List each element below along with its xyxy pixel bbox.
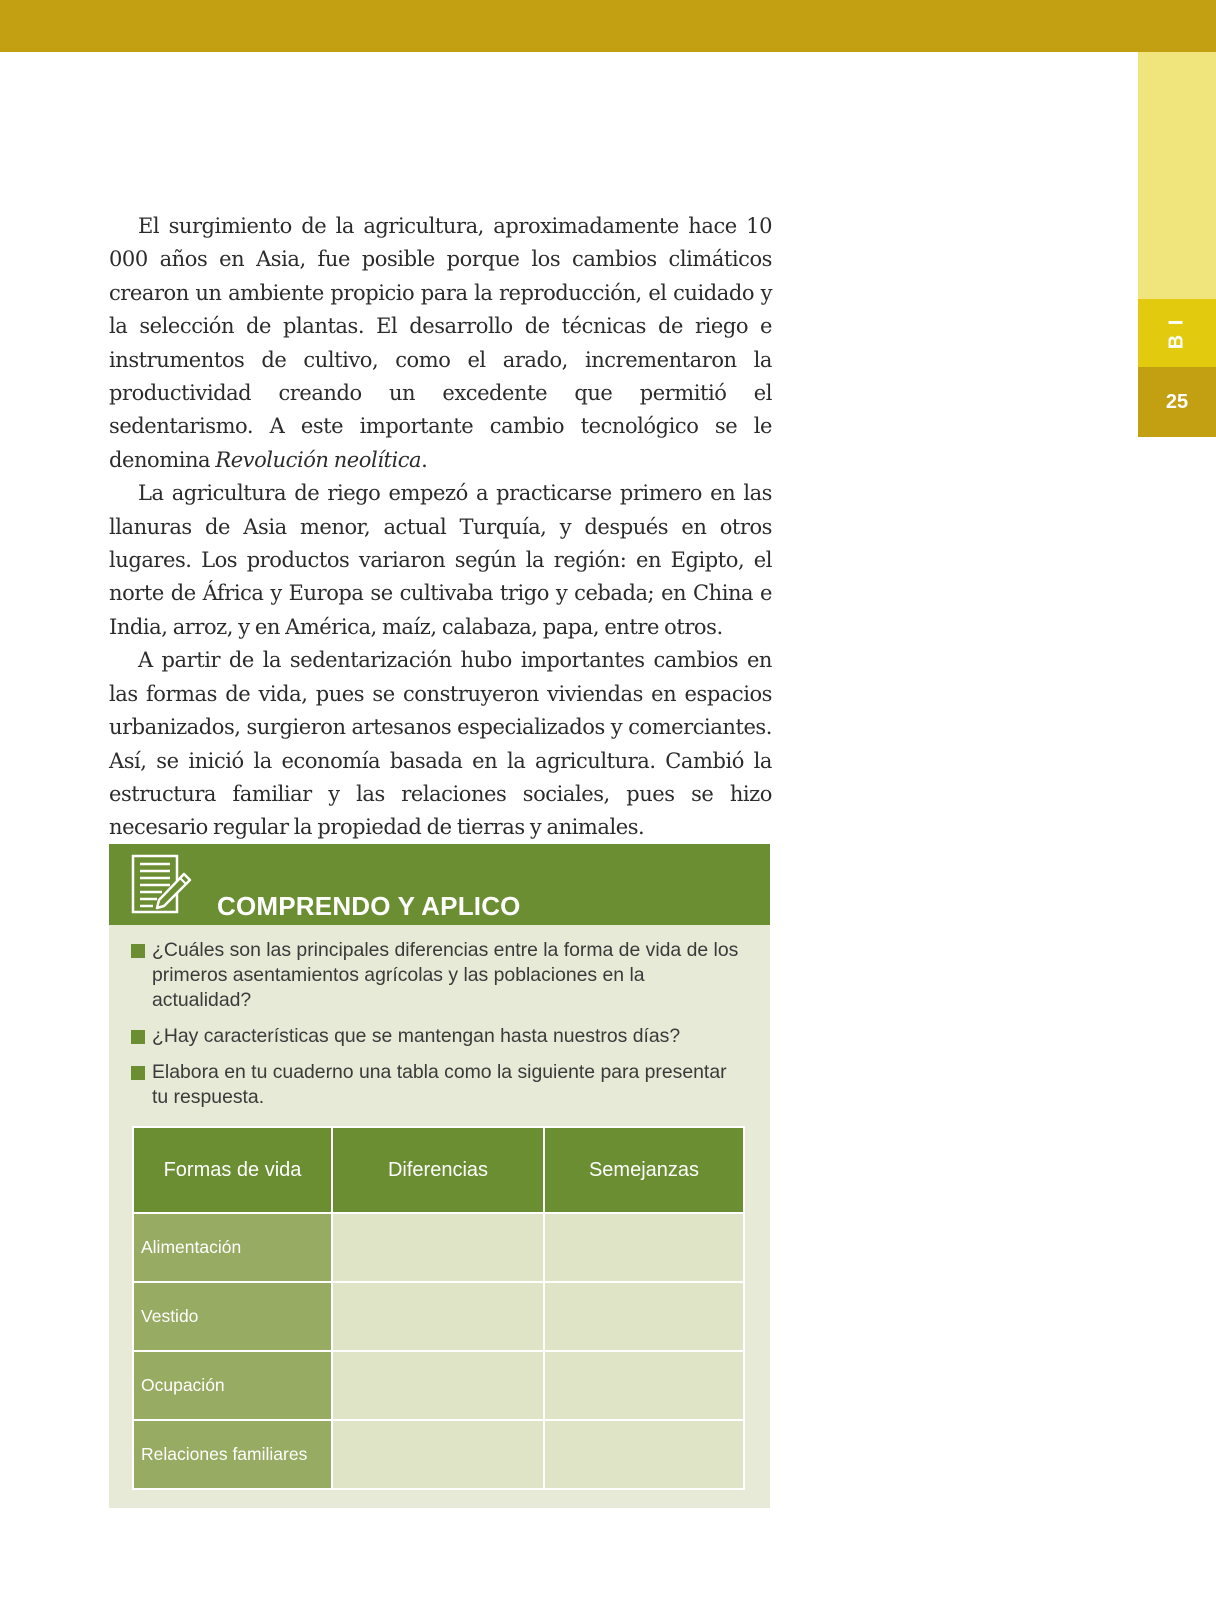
list-item — [131, 938, 741, 1013]
question-text: Elabora en tu cuaderno una tabla como la siguiente para presentar tu respuesta. — [152, 1061, 727, 1108]
table-cell — [544, 1420, 744, 1489]
paragraph-1-text: El surgimiento de la agricultura, aproximadamente hace 10 000 años en Asia, fue posible porque los cambios climáticos crearon un ambiente propicio para la reproducción, el cuidado y la selección de plantas. El desarrollo de técnicas de riego e instrumentos de cultivo, como el arado, incrementaron la productividad creando un excedente que permitió el sedentarismo. A este importante cambio tecnológico se le denomina — [109, 214, 772, 472]
activity-header — [109, 844, 770, 925]
question-list — [131, 938, 741, 1121]
question-text: ¿Cuáles son las principales diferencias entre la forma de vida de los primeros asentamientos agrícolas y las poblaciones en la actualidad? — [152, 939, 739, 1011]
paragraph-2: La agricultura de riego empezó a practicarse primero en las llanuras de Asia menor, actual Turquía, y después en otros lugares. Los productos variaron según la región: en Egipto, el norte de África y Europa se cultivaba trigo y cebada; en China e India, arroz, y en América, maíz, calabaza, papa, entre otros. — [109, 481, 772, 639]
body-text — [109, 210, 772, 845]
table-header-row — [133, 1127, 744, 1213]
row-label: Ocupación — [133, 1351, 332, 1420]
table-header-cell: Diferencias — [332, 1127, 544, 1213]
table-cell — [544, 1282, 744, 1351]
chapter-block-label — [1138, 299, 1216, 367]
paragraph-1 — [109, 210, 772, 477]
table-cell — [332, 1282, 544, 1351]
table-cell — [332, 1351, 544, 1420]
table-row — [133, 1420, 744, 1489]
chapter-label: B I — [1165, 317, 1188, 349]
table-cell — [544, 1351, 744, 1420]
row-label: Relaciones familiares — [133, 1420, 332, 1489]
row-label: Vestido — [133, 1282, 332, 1351]
row-label: Alimentación — [133, 1213, 332, 1282]
activity-title: COMPRENDO Y APLICO — [217, 891, 521, 921]
square-bullet-icon — [131, 1066, 145, 1080]
table-cell — [544, 1213, 744, 1282]
table-header-cell: Formas de vida — [133, 1127, 332, 1213]
square-bullet-icon — [131, 1030, 145, 1044]
page-number-box — [1138, 367, 1216, 437]
activity-box — [109, 844, 770, 1508]
chapter-side-tab — [1138, 52, 1216, 299]
comparison-table — [132, 1126, 745, 1490]
table-cell — [332, 1420, 544, 1489]
square-bullet-icon — [131, 944, 145, 958]
paragraph-1-italic-term: Revolución neolítica — [215, 447, 422, 472]
table-header-cell: Semejanzas — [544, 1127, 744, 1213]
list-item — [131, 1024, 741, 1049]
notebook-pencil-icon — [131, 854, 193, 918]
table-row — [133, 1282, 744, 1351]
list-item — [131, 1060, 741, 1110]
paragraph-1-end: . — [421, 447, 428, 472]
table-cell — [332, 1213, 544, 1282]
page-number: 25 — [1165, 390, 1189, 413]
top-header-bar — [0, 0, 1216, 52]
question-text: ¿Hay características que se mantengan hasta nuestros días? — [152, 1025, 681, 1047]
paragraph-3: A partir de la sedentarización hubo importantes cambios en las formas de vida, pues se construyeron viviendas en espacios urbanizados, surgieron artesanos especializados y comerciantes. Así, se inició la economía basada en la agricultura. Cambió la estructura familiar y las relaciones sociales, pues se hizo necesario regular la propiedad de tierras y animales. — [109, 648, 772, 840]
table-row — [133, 1351, 744, 1420]
table-row — [133, 1213, 744, 1282]
